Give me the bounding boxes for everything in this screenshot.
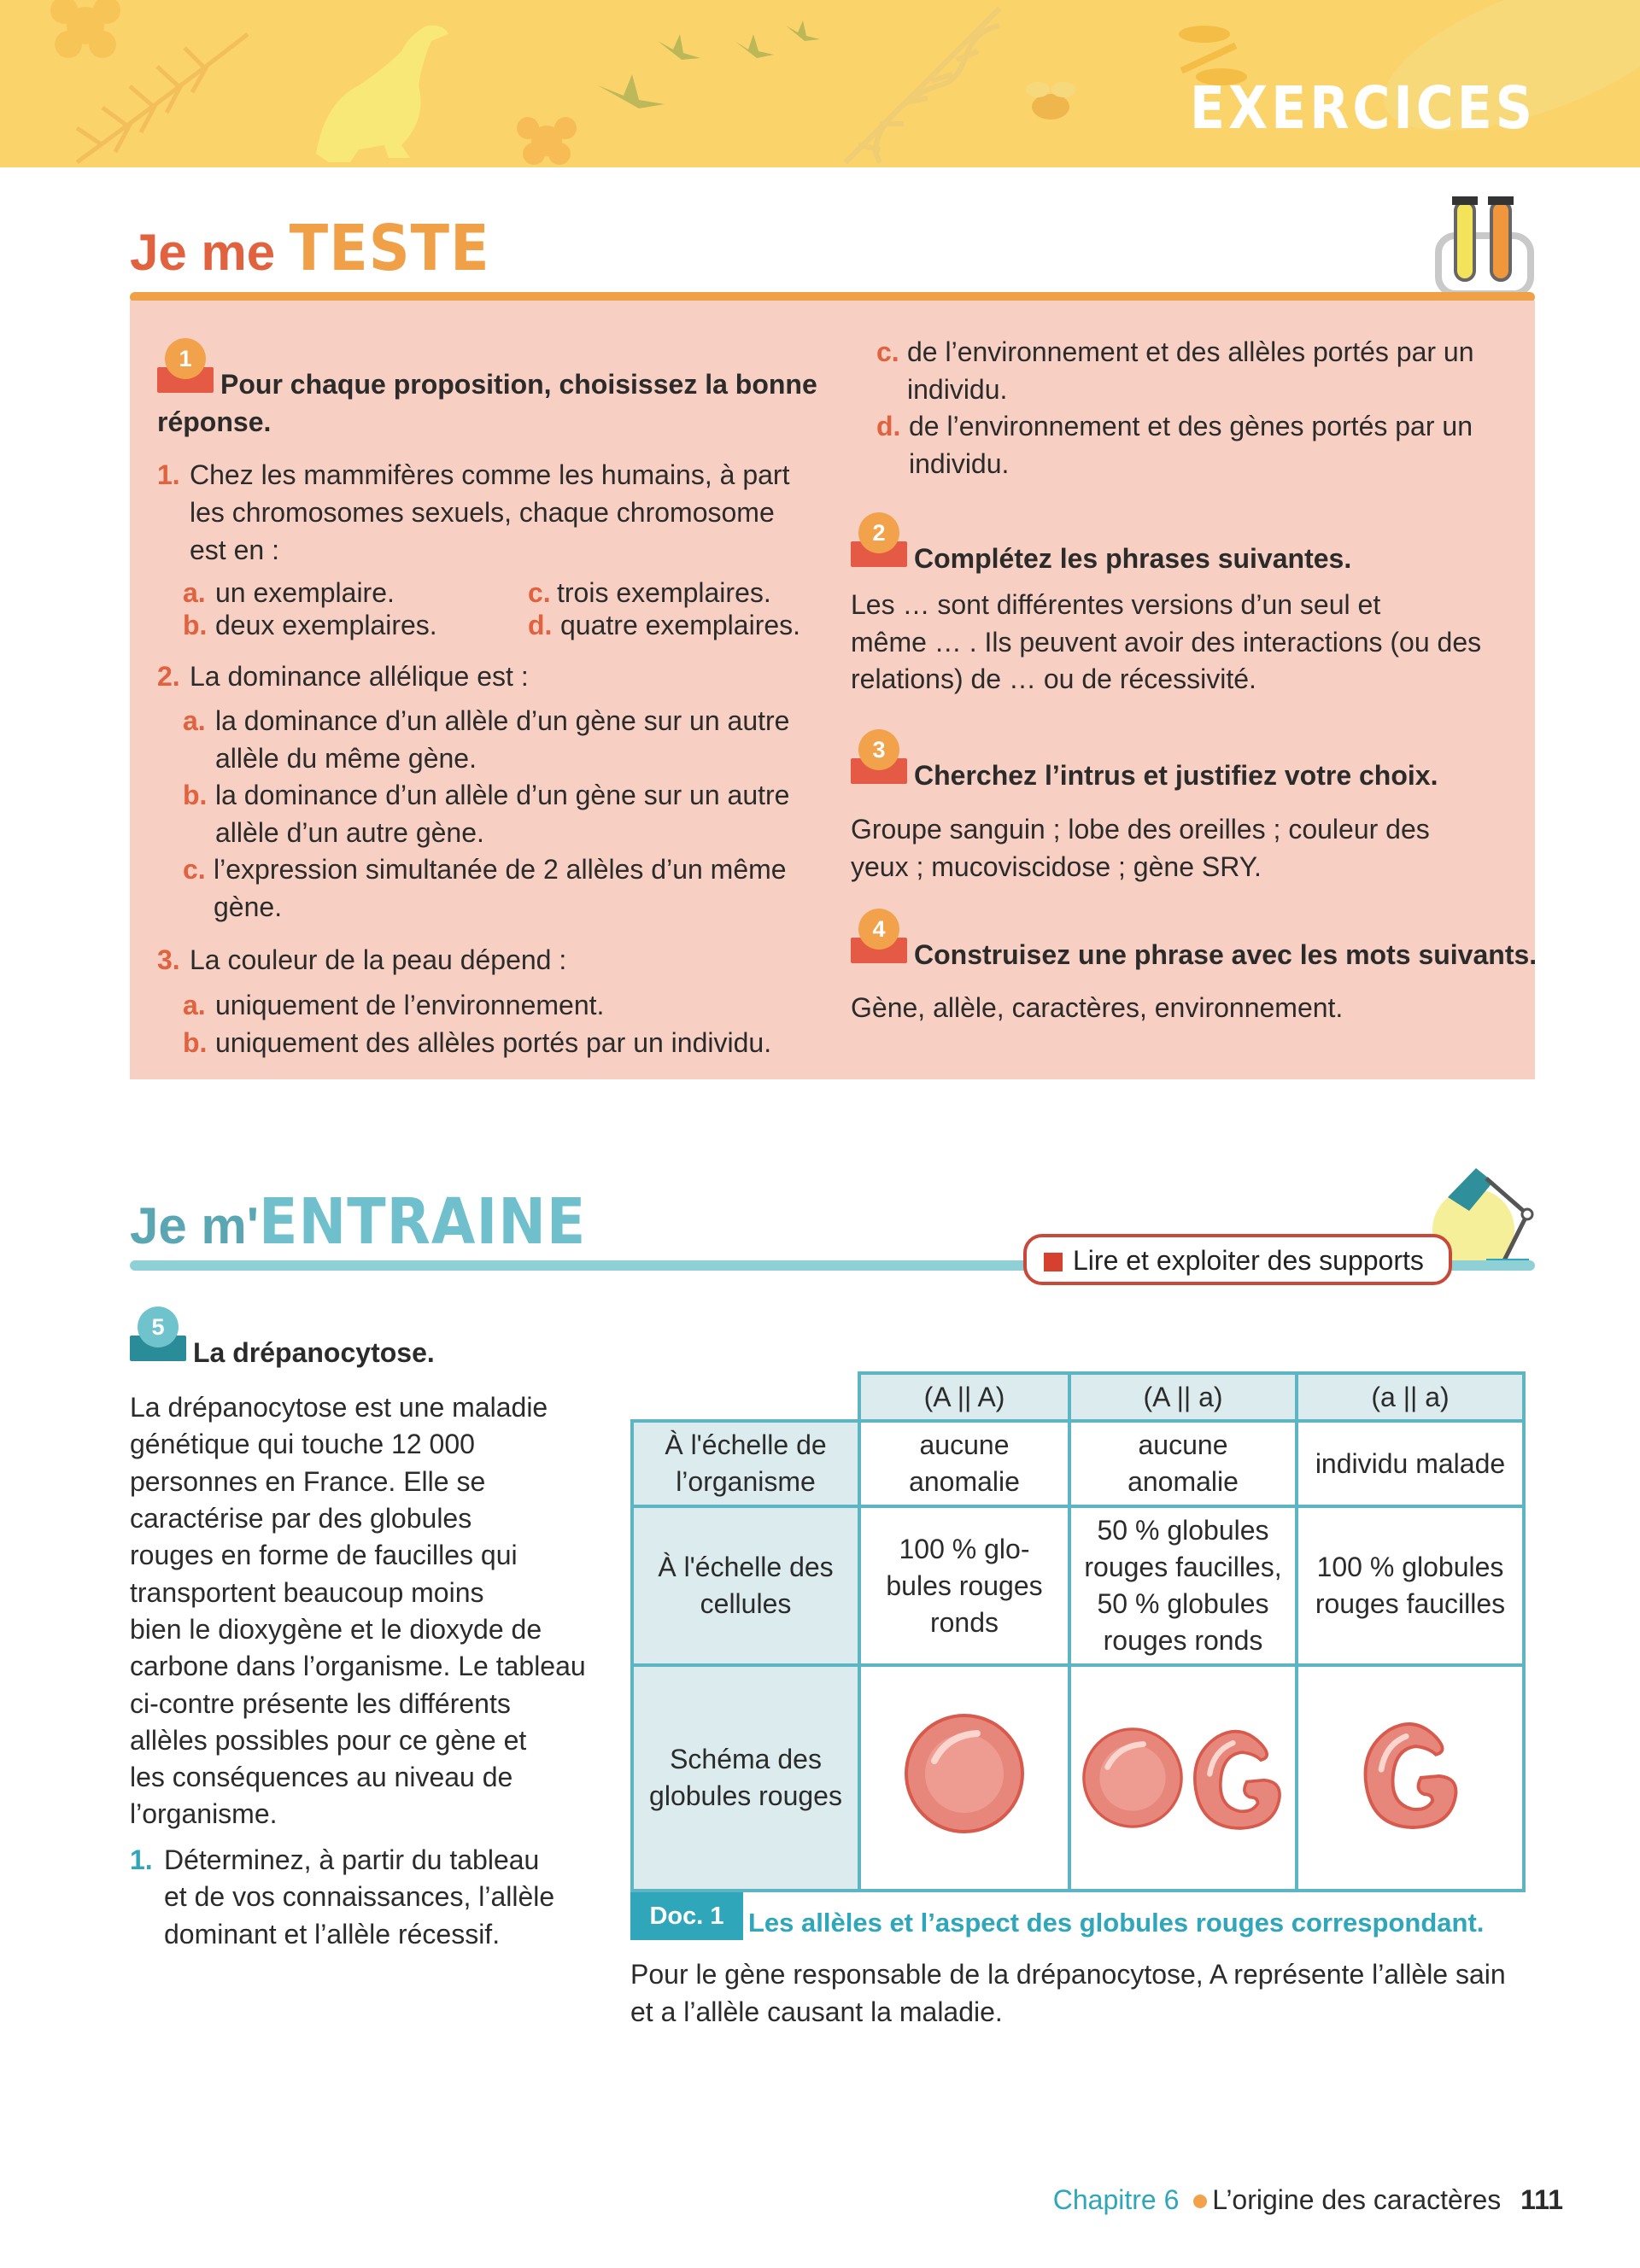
q5-line: rouges en forme de faucilles qui — [130, 1540, 518, 1570]
table-cell — [1297, 1665, 1524, 1891]
q1-p1-b-label: b. — [183, 610, 208, 640]
flower-icon — [517, 117, 577, 165]
q1-p1-a-text: un exemplaire. — [215, 577, 395, 608]
q2-number: 2 — [858, 512, 899, 553]
q3-number-badge — [851, 736, 907, 784]
q5-line: transportent beaucoup moins — [130, 1577, 484, 1608]
page-footer — [1053, 2181, 1563, 2218]
doc-caption-line: et a l’allèle causant la maladie. — [630, 1996, 1003, 2027]
q5-number-badge — [130, 1313, 186, 1361]
footer-title: L’origine des caractères — [1212, 2184, 1502, 2215]
round-cell-icon — [1079, 1718, 1186, 1838]
q1-p1-b-text: deux exemplaires. — [215, 610, 437, 640]
q4-heading: Construisez une phrase avec les mots suivants. — [914, 939, 1538, 970]
q1-p2-a-label: a. — [183, 705, 206, 736]
q5-line: les conséquences au niveau de — [130, 1762, 513, 1792]
q1-p2-c-label: c. — [183, 854, 206, 885]
q1-number: 1 — [165, 338, 206, 379]
dinosaur-icon — [316, 26, 448, 162]
bullet-square-icon — [1044, 1253, 1063, 1271]
q1-p1-d-label: d. — [528, 610, 553, 640]
q5-heading: La drépanocytose. — [193, 1337, 435, 1368]
q1-p2-c-line: l’expression simultanée de 2 allèles d’un même — [214, 854, 787, 885]
dna-icon — [846, 9, 999, 162]
doc-caption-line: Pour le gène responsable de la drépanocytose, A représente l’allèle sain — [630, 1959, 1506, 1990]
alleles-table — [630, 1371, 1526, 1892]
q2-line: relations) de … ou de récessivité. — [851, 663, 1256, 694]
table-row-header: À l'échelle de l’organisme — [632, 1421, 859, 1506]
table-cell: 50 % globules rouges faucilles, 50 % globules rouges ronds — [1069, 1506, 1297, 1665]
q1-p3-number: 3. — [157, 944, 180, 975]
sickle-cell-icon — [1186, 1718, 1287, 1838]
table-cell: aucune anomalie — [859, 1421, 1069, 1506]
q1-p1-d-text: quatre exemplaires. — [560, 610, 801, 640]
q1-p3-a-label: a. — [183, 990, 206, 1020]
q1-p3-b-label: b. — [183, 1027, 208, 1058]
table-cell: 100 % globules rouges faucilles — [1297, 1506, 1524, 1665]
table-row-header: Schéma des globules rouges — [632, 1665, 859, 1891]
q1-p2-text: La dominance allélique est : — [190, 661, 529, 692]
footer-chapter: Chapitre 6 — [1052, 2184, 1180, 2215]
q1-p3-c-line: de l’environnement et des allèles portés par un — [907, 336, 1474, 367]
q5-task-line: Déterminez, à partir du tableau — [164, 1844, 540, 1875]
table-cell — [1069, 1665, 1297, 1891]
q1-p1-line: est en : — [190, 535, 279, 565]
q1-p3-d-line: individu. — [909, 448, 1010, 479]
table-col-header: (a || a) — [1297, 1373, 1524, 1421]
title-part-a: Je m' — [130, 1197, 260, 1254]
table-cell: aucune anomalie — [1069, 1421, 1297, 1506]
q3-line: Groupe sanguin ; lobe des oreilles ; couleur des — [851, 814, 1430, 845]
q5-line: personnes en France. Elle se — [130, 1466, 486, 1497]
sickle-cell-icon — [1356, 1710, 1464, 1838]
q1-p2-a-line: la dominance d’un allèle d’un gène sur un autre — [215, 705, 790, 736]
q1-p3-a-text: uniquement de l’environnement. — [215, 990, 605, 1020]
doc-title: Les allèles et l’aspect des globules rouges correspondant. — [748, 1908, 1485, 1938]
q1-p1-number: 1. — [157, 459, 180, 490]
q5-line: allèles possibles pour ce gène et — [130, 1725, 527, 1756]
q5-line: carbone dans l’organisme. Le tableau — [130, 1651, 586, 1681]
q2-heading: Complétez les phrases suivantes. — [914, 543, 1352, 574]
q1-p3-d-label: d. — [876, 411, 901, 441]
title-part-a: Je me — [130, 224, 290, 281]
table-row — [632, 1506, 1524, 1665]
q2-number-badge — [851, 519, 907, 567]
page-number: 111 — [1520, 2184, 1563, 2215]
q4-number-badge — [851, 915, 907, 963]
bee-icon — [1026, 82, 1075, 120]
round-cell-icon — [900, 1710, 1028, 1838]
skill-badge — [1023, 1234, 1452, 1285]
q1-p3-text: La couleur de la peau dépend : — [190, 944, 567, 975]
q1-p1-line: les chromosomes sexuels, chaque chromosome — [190, 497, 775, 528]
q3-heading: Cherchez l’intrus et justifiez votre choix. — [914, 760, 1438, 791]
q1-p1-c-text: trois exemplaires. — [557, 577, 771, 608]
table-header-row — [632, 1373, 1524, 1421]
q1-p2-b-label: b. — [183, 780, 208, 810]
section-title-teste — [130, 212, 490, 285]
table-col-header: (A || A) — [859, 1373, 1069, 1421]
q1-p2-b-line: la dominance d’un allèle d’un gène sur un autre — [215, 780, 790, 810]
q3-number: 3 — [858, 729, 899, 770]
q1-number-badge — [157, 345, 214, 393]
doc-tag: Doc. 1 — [630, 1892, 743, 1940]
q5-task-line: et de vos connaissances, l’allèle — [164, 1881, 555, 1912]
q1-p1-c-label: c. — [528, 577, 551, 608]
table-cell: 100 % glo- bules rouges ronds — [859, 1506, 1069, 1665]
q5-line: bien le dioxygène et le dioxyde de — [130, 1614, 542, 1645]
top-banner — [0, 0, 1640, 167]
q1-p3-c-label: c. — [876, 336, 899, 367]
q4-number: 4 — [858, 909, 899, 950]
table-row — [632, 1421, 1524, 1506]
test-tubes-icon — [1432, 193, 1539, 302]
q5-line: ci-contre présente les différents — [130, 1688, 511, 1719]
q1-p2-c-line: gène. — [214, 891, 283, 922]
q5-number: 5 — [138, 1306, 179, 1347]
q1-p2-a-line: allèle du même gène. — [215, 743, 477, 774]
table-cell — [859, 1665, 1069, 1891]
q5-line: caractérise par des globules — [130, 1503, 472, 1534]
flower-icon — [50, 0, 120, 58]
q1-p2-number: 2. — [157, 661, 180, 692]
q3-line: yeux ; mucoviscidose ; gène SRY. — [851, 851, 1262, 882]
q1-p1-a-label: a. — [183, 577, 206, 608]
q4-text: Gène, allèle, caractères, environnement. — [851, 992, 1344, 1023]
q5-line: génétique qui touche 12 000 — [130, 1429, 475, 1459]
skill-badge-label: Lire et exploiter des supports — [1073, 1245, 1424, 1276]
q1-p3-b-text: uniquement des allèles portés par un individu. — [215, 1027, 772, 1058]
title-part-b: TESTE — [289, 212, 490, 285]
q5-line: l’organisme. — [130, 1798, 278, 1829]
q1-p3-c-line: individu. — [907, 374, 1008, 405]
q1-p1-line: Chez les mammifères comme les humains, à part — [190, 459, 790, 490]
table-corner — [632, 1373, 859, 1421]
q1-heading-line1: Pour chaque proposition, choisissez la bonne — [220, 369, 817, 400]
title-part-b: ENTRAINE — [259, 1185, 587, 1259]
q1-p2-b-line: allèle d’un autre gène. — [215, 817, 484, 848]
q5-task-line: dominant et l’allèle récessif. — [164, 1919, 501, 1949]
section-title-entraine — [130, 1185, 586, 1259]
q2-line: même … . Ils peuvent avoir des interactions (ou des — [851, 627, 1482, 658]
table-cell: individu malade — [1297, 1421, 1524, 1506]
q5-task-number: 1. — [130, 1844, 153, 1875]
q1-p3-d-line: de l’environnement et des gènes portés par un — [909, 411, 1473, 441]
table-row-header: À l'échelle des cellules — [632, 1506, 859, 1665]
q5-line: La drépanocytose est une maladie — [130, 1392, 548, 1423]
q1-heading-line2: réponse. — [157, 406, 272, 437]
bullet-dot-icon — [1193, 2195, 1207, 2208]
bird-icon — [598, 20, 820, 108]
table-col-header: (A || a) — [1069, 1373, 1297, 1421]
banner-title: EXERCICES — [1189, 73, 1536, 143]
table-row — [632, 1665, 1524, 1891]
q2-line: Les … sont différentes versions d’un seul et — [851, 589, 1381, 620]
